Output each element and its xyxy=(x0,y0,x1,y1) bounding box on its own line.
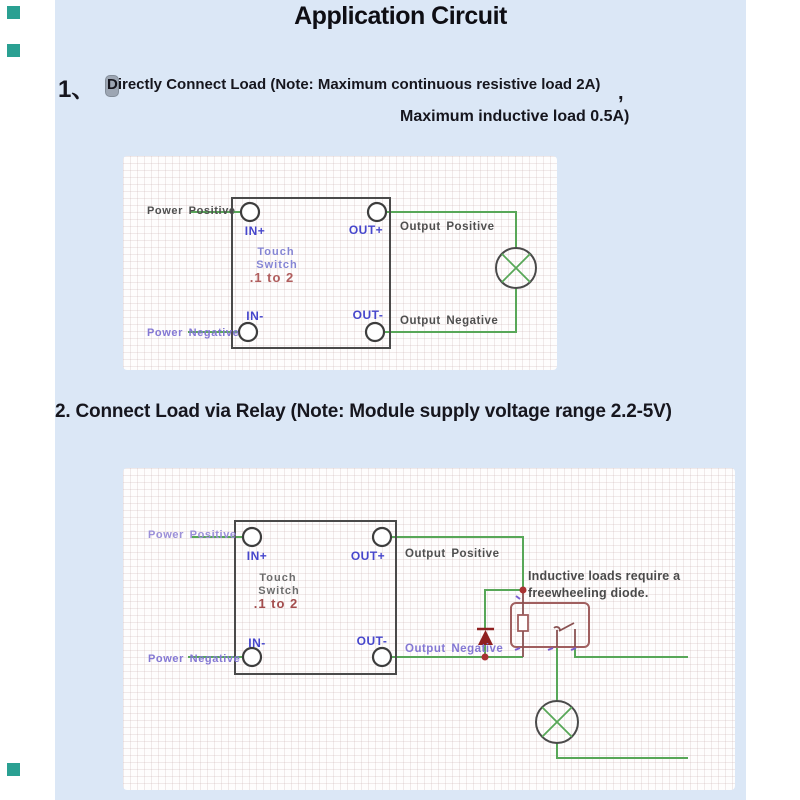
touch-label: Touch xyxy=(257,246,295,258)
pin-label-out-plus: OUT+ xyxy=(350,549,386,563)
pin-label-in-plus: IN+ xyxy=(244,224,266,238)
wire-output-positive xyxy=(391,537,523,590)
pin-label-out-minus: OUT- xyxy=(352,308,384,322)
section2-heading: 2. Connect Load via Relay (Note: Module supply voltage range 2.2-5V) xyxy=(55,401,672,422)
relay-switch xyxy=(554,623,575,647)
pin-label-in-plus: IN+ xyxy=(246,549,268,563)
section1-number: 1、 xyxy=(58,76,96,103)
power-negative-label: Power Negative xyxy=(148,653,241,665)
teal-square-marker xyxy=(7,763,20,776)
section1-heading-line2: Maximum inductive load 0.5A) xyxy=(400,108,630,125)
touch-label: Touch xyxy=(259,572,297,584)
circuit-panel-relay-load xyxy=(123,468,735,790)
teal-square-marker xyxy=(7,44,20,57)
module-pin-in-plus xyxy=(243,528,261,546)
output-positive-label: Output Positive xyxy=(405,548,500,560)
power-positive-label: Power Positive xyxy=(147,205,236,217)
module-pin-in-minus xyxy=(243,648,261,666)
relay-pin-marker xyxy=(515,648,520,650)
section1-comma: , xyxy=(618,82,624,104)
power-negative-label: Power Negative xyxy=(147,327,240,339)
relay-icon xyxy=(511,591,589,657)
lamp-icon xyxy=(496,248,536,288)
power-positive-label: Power Positive xyxy=(148,529,237,541)
module-pin-in-minus xyxy=(239,323,257,341)
teal-square-marker xyxy=(7,6,20,19)
module-pin-out-plus xyxy=(373,528,391,546)
page-title: Application Circuit xyxy=(294,2,507,30)
module-pin-out-minus xyxy=(366,323,384,341)
wire-relay-no xyxy=(575,647,688,657)
relay-pin-marker xyxy=(548,648,553,650)
pin-label-in-minus: IN- xyxy=(246,309,264,323)
pin-label-out-plus: OUT+ xyxy=(348,223,384,237)
module-pin-out-minus xyxy=(373,648,391,666)
output-negative-label: Output Negative xyxy=(400,315,499,327)
range-label: .1 to 2 xyxy=(249,270,295,285)
module-pin-in-plus xyxy=(241,203,259,221)
relay-pin-marker xyxy=(516,596,520,599)
relay-coil xyxy=(518,615,528,631)
wire-lamp-bottom xyxy=(557,743,688,758)
output-positive-label: Output Positive xyxy=(400,221,495,233)
circuit-panel-direct-load xyxy=(123,156,557,370)
switch-label: Switch xyxy=(258,585,300,597)
switch-label: Switch xyxy=(256,259,298,271)
range-label: .1 to 2 xyxy=(253,596,299,611)
circuit-diagram-1 xyxy=(123,156,557,370)
pin-label-out-minus: OUT- xyxy=(356,634,388,648)
pin-label-in-minus: IN- xyxy=(248,636,266,650)
section1-heading: Directly Connect Load (Note: Maximum continuous resistive load 2A) xyxy=(107,76,601,93)
note-line-2: freewheeling diode. xyxy=(528,586,649,600)
lamp-icon xyxy=(536,701,578,743)
output-negative-label: Output Negative xyxy=(405,643,504,655)
circuit-diagram-2 xyxy=(123,468,735,790)
note-line-1: Inductive loads require a xyxy=(528,569,681,583)
module-pin-out-plus xyxy=(368,203,386,221)
junction-dot xyxy=(520,587,527,594)
